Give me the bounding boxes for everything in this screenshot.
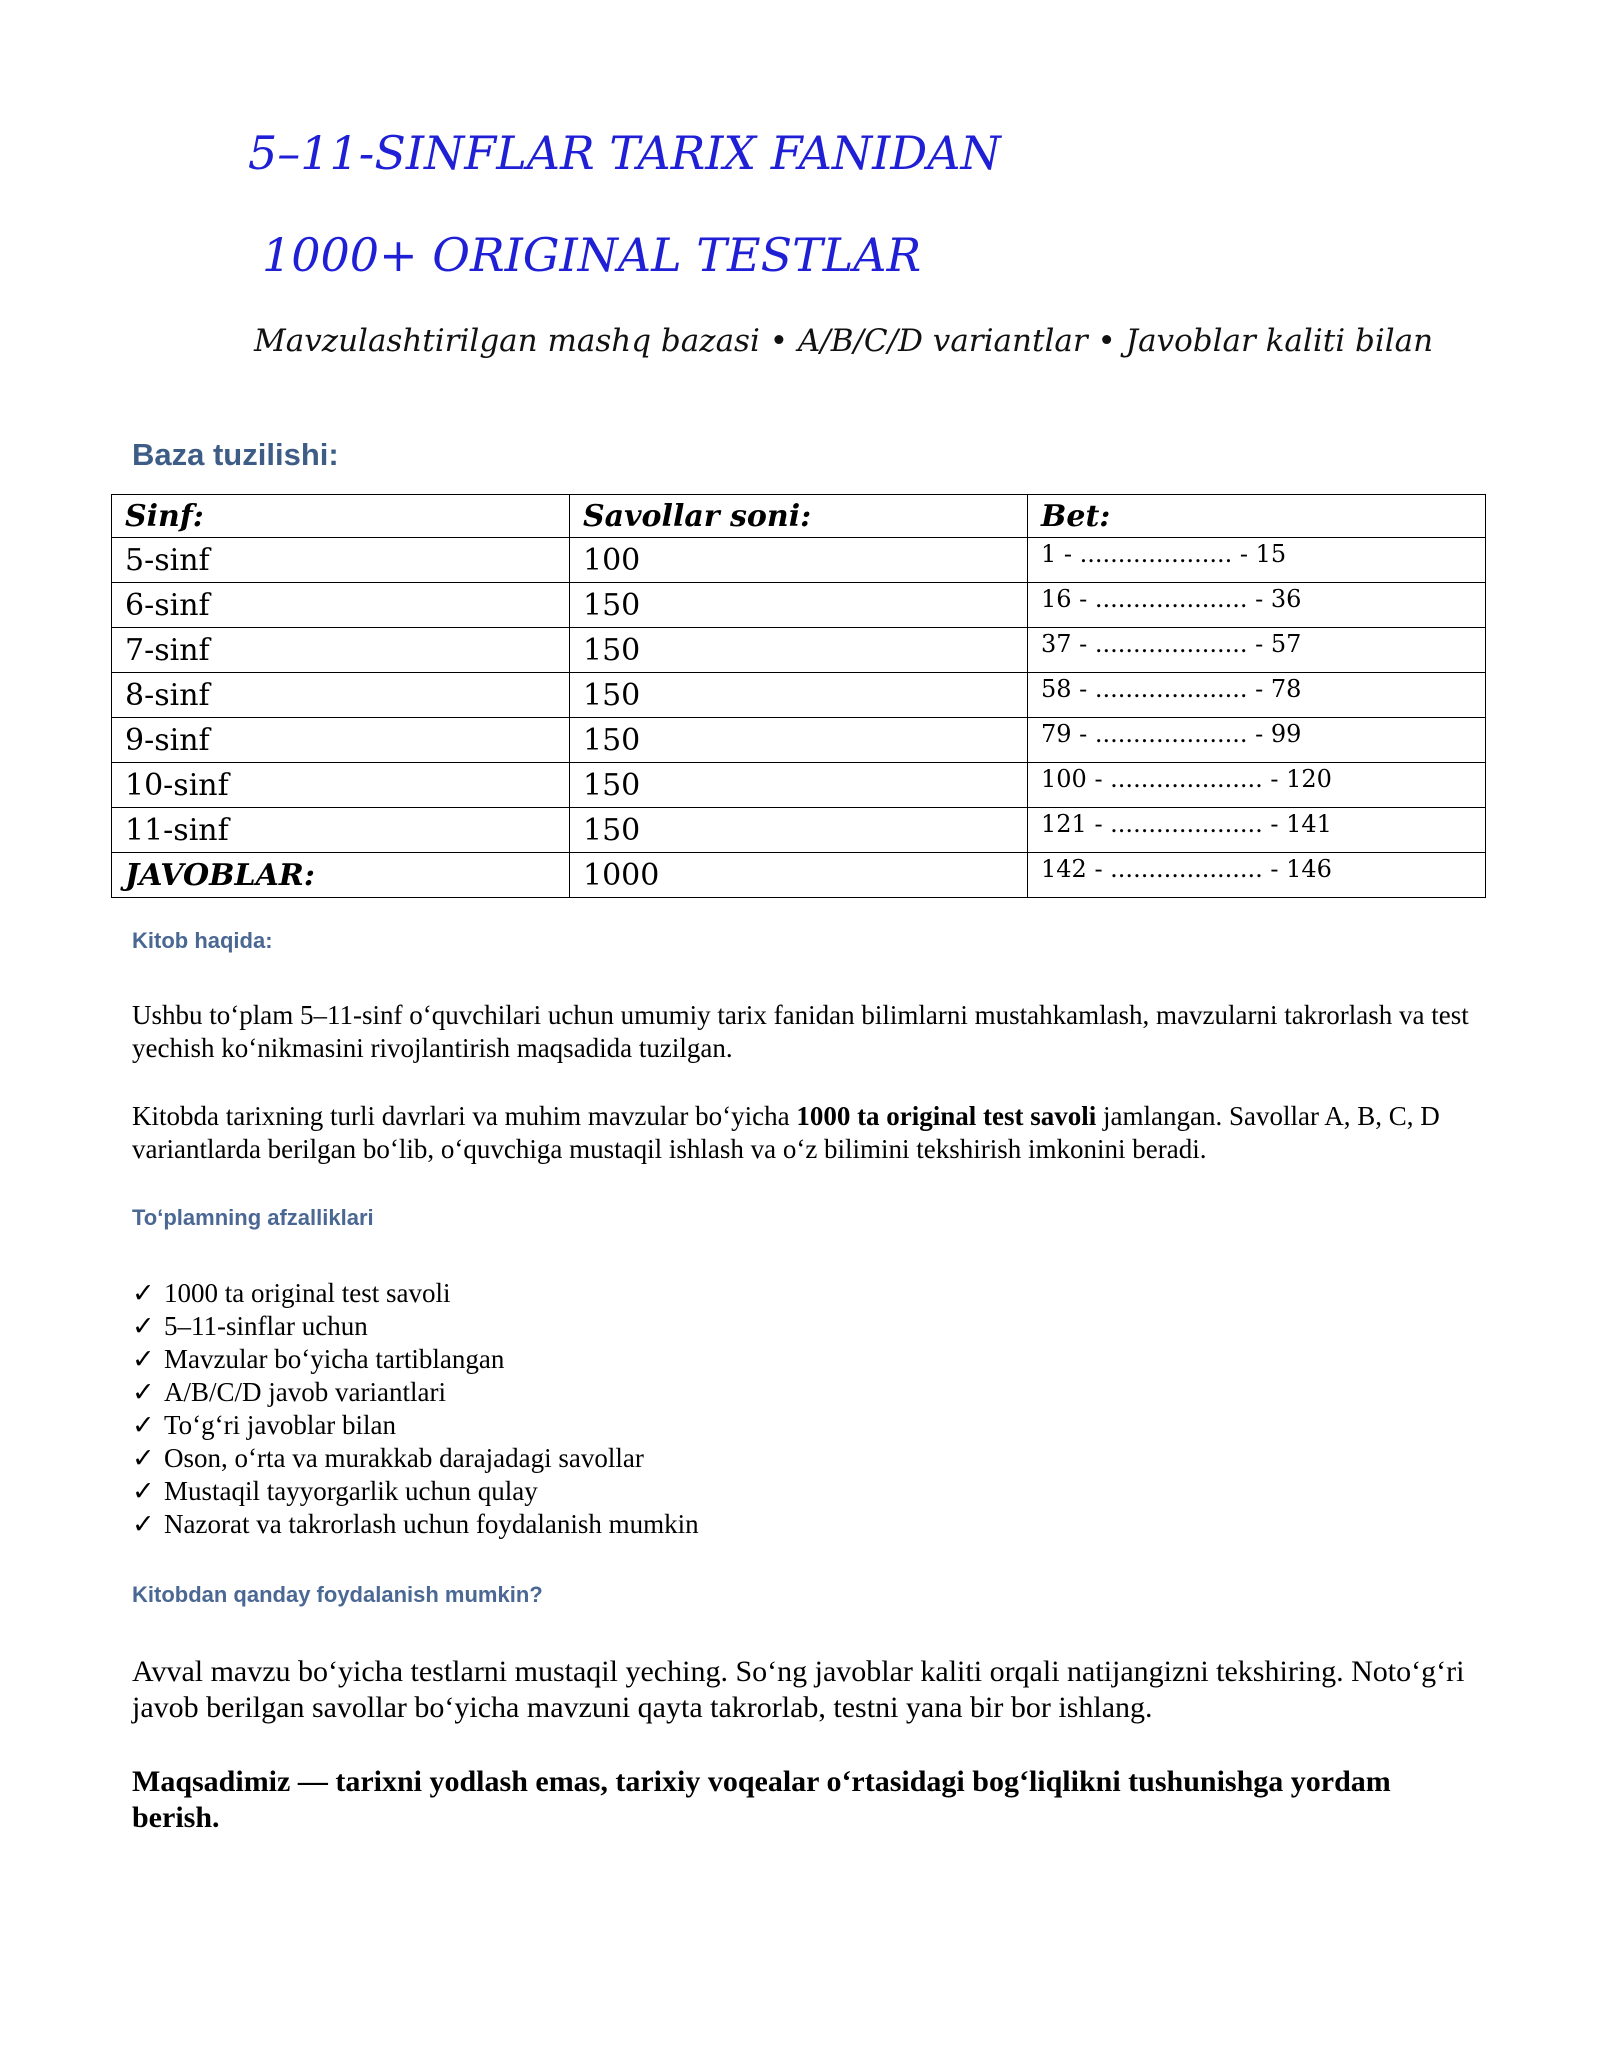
- cell-count: 150: [570, 628, 1028, 673]
- header-savollar: Savollar soni:: [570, 495, 1028, 538]
- list-item: [132, 1475, 699, 1508]
- cell-pages: 100 - .................... - 120: [1028, 763, 1486, 808]
- advantages-list: [132, 1277, 699, 1541]
- check-icon: ✓: [132, 1476, 155, 1506]
- cell-sinf: JAVOBLAR:: [112, 853, 570, 898]
- cell-sinf: 10-sinf: [112, 763, 570, 808]
- list-item: [132, 1376, 699, 1409]
- about-heading: Kitob haqida:: [132, 928, 273, 953]
- cell-pages: 58 - .................... - 78: [1028, 673, 1486, 718]
- cell-sinf: 8-sinf: [112, 673, 570, 718]
- table-row: [112, 718, 1486, 763]
- list-item: [132, 1409, 699, 1442]
- check-icon: ✓: [132, 1344, 155, 1374]
- cell-pages: 121 - .................... - 141: [1028, 808, 1486, 853]
- cell-count: 150: [570, 763, 1028, 808]
- list-item-text: Mustaqil tayyorgarlik uchun qulay: [164, 1476, 538, 1506]
- cell-count: 100: [570, 538, 1028, 583]
- structure-table: [111, 494, 1486, 898]
- table-row: [112, 628, 1486, 673]
- list-item-text: 1000 ta original test savoli: [164, 1278, 451, 1308]
- list-item: [132, 1442, 699, 1475]
- cell-count: 150: [570, 808, 1028, 853]
- cell-count: 150: [570, 718, 1028, 763]
- cell-count: 150: [570, 673, 1028, 718]
- cell-pages: 37 - .................... - 57: [1028, 628, 1486, 673]
- table-row: [112, 808, 1486, 853]
- list-item: [132, 1310, 699, 1343]
- subtitle: Mavzulashtirilgan mashq bazasi • A/B/C/D variantlar • Javoblar kaliti bilan: [254, 323, 1434, 359]
- header-sinf: Sinf:: [112, 495, 570, 538]
- table-row: [112, 763, 1486, 808]
- list-item-text: 5–11-sinflar uchun: [164, 1311, 368, 1341]
- about-paragraph-1: Ushbu to‘plam 5–11-sinf o‘quvchilari uchun umumiy tarix fanidan bilimlarni mustahkamlash, mavzularni takrorlash va test yechish ko‘nikmasini rivojlantirish maqsadida tuzilgan.: [132, 1000, 1469, 1063]
- list-item-text: To‘g‘ri javoblar bilan: [164, 1410, 397, 1440]
- check-icon: ✓: [132, 1311, 155, 1341]
- about-paragraph-2-bold: 1000 ta original test savoli: [796, 1101, 1097, 1131]
- list-item-text: Nazorat va takrorlash uchun foydalanish mumkin: [164, 1509, 699, 1539]
- table-row: [112, 538, 1486, 583]
- list-item: [132, 1277, 699, 1310]
- about-paragraph-2: [132, 1100, 1477, 1166]
- list-item: [132, 1508, 699, 1541]
- cell-pages: 1 - .................... - 15: [1028, 538, 1486, 583]
- cell-pages: 16 - .................... - 36: [1028, 583, 1486, 628]
- list-item-text: Oson, o‘rta va murakkab darajadagi savollar: [164, 1443, 644, 1473]
- cell-sinf: 9-sinf: [112, 718, 570, 763]
- check-icon: ✓: [132, 1410, 155, 1440]
- list-item: [132, 1343, 699, 1376]
- title-line-2: 1000+ ORIGINAL TESTLAR: [262, 228, 922, 282]
- cell-pages: 79 - .................... - 99: [1028, 718, 1486, 763]
- cell-sinf: 7-sinf: [112, 628, 570, 673]
- about-paragraph-2-start: Kitobda tarixning turli davrlari va muhim mavzular bo‘yicha: [132, 1101, 797, 1131]
- usage-paragraph: Avval mavzu bo‘yicha testlarni mustaqil yeching. So‘ng javoblar kaliti orqali natijangizni tekshiring. Noto‘g‘ri javob berilgan savollar bo‘yicha mavzuni qayta takrorlab, testni yana bir bor ishlang.: [132, 1655, 1465, 1724]
- header-bet: Bet:: [1028, 495, 1486, 538]
- cell-count: 1000: [570, 853, 1028, 898]
- goal-statement: Maqsadimiz — tarixni yodlash emas, tarixiy voqealar o‘rtasidagi bog‘liqlikni tushunishga yordam berish.: [132, 1765, 1391, 1834]
- check-icon: ✓: [132, 1377, 155, 1407]
- check-icon: ✓: [132, 1278, 155, 1308]
- title-line-1: 5–11-SINFLAR TARIX FANIDAN: [248, 126, 1001, 180]
- check-icon: ✓: [132, 1509, 155, 1539]
- cell-count: 150: [570, 583, 1028, 628]
- cell-sinf: 11-sinf: [112, 808, 570, 853]
- list-item-text: Mavzular bo‘yicha tartiblangan: [164, 1344, 505, 1374]
- advantages-heading: To‘plamning afzalliklari: [132, 1205, 374, 1230]
- table-row-answers: [112, 853, 1486, 898]
- cell-pages: 142 - .................... - 146: [1028, 853, 1486, 898]
- list-item-text: A/B/C/D javob variantlari: [164, 1377, 446, 1407]
- structure-heading: Baza tuzilishi:: [132, 437, 339, 472]
- cell-sinf: 5-sinf: [112, 538, 570, 583]
- check-icon: ✓: [132, 1443, 155, 1473]
- table-header-row: [112, 495, 1486, 538]
- usage-heading: Kitobdan qanday foydalanish mumkin?: [132, 1582, 543, 1607]
- about-paragraph-2-end: jamlangan. Savollar A, B, C, D variantlarda berilgan bo‘lib, o‘quvchiga mustaqil ishlash va o‘z bilimini tekshirish imkonini beradi.: [132, 1101, 1440, 1164]
- table-row: [112, 673, 1486, 718]
- table-row: [112, 583, 1486, 628]
- cell-sinf: 6-sinf: [112, 583, 570, 628]
